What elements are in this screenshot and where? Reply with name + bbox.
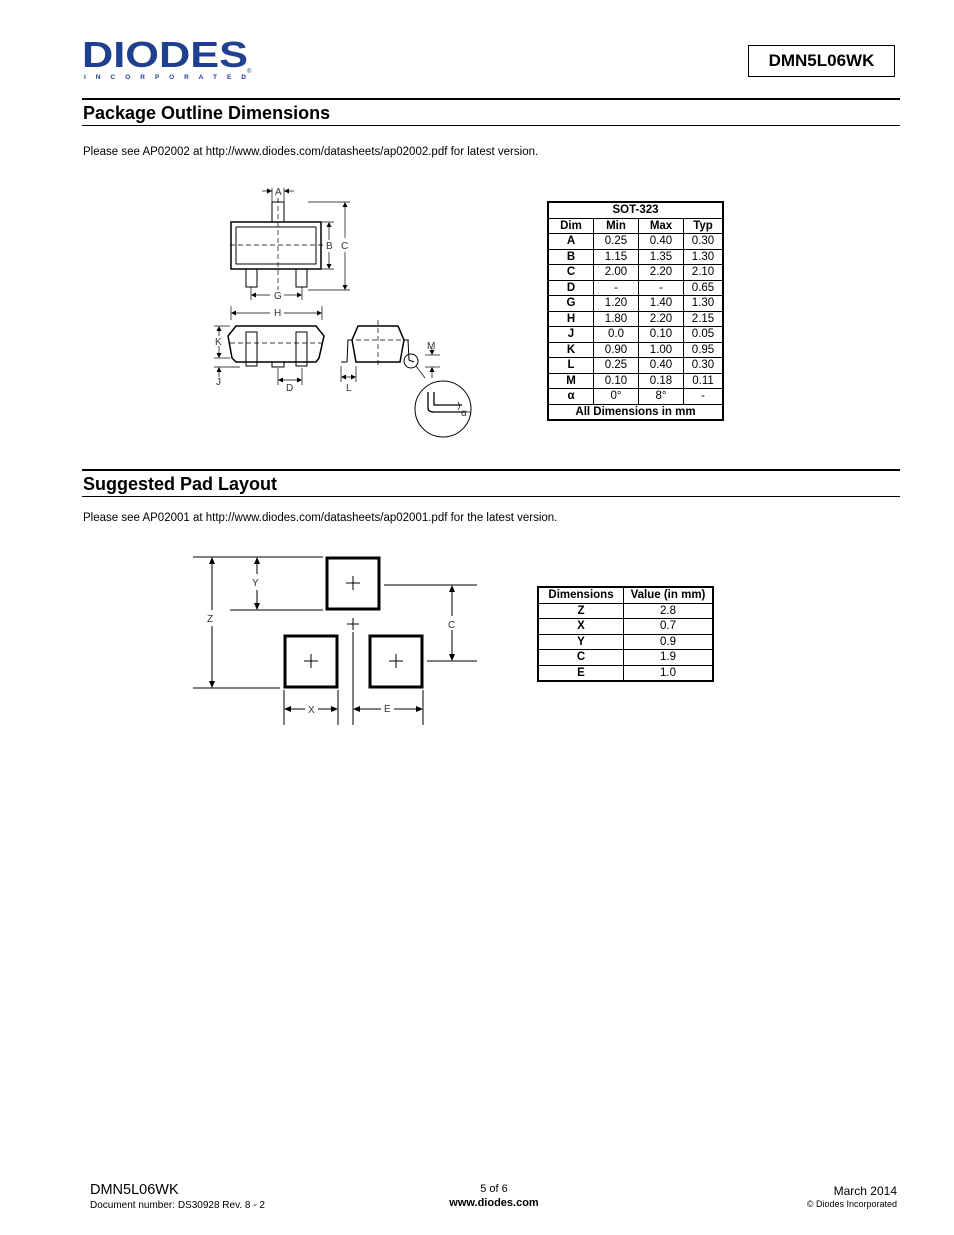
- footer-website: www.diodes.com: [449, 1197, 539, 1209]
- table-row: [548, 280, 723, 296]
- pad-label-Z: Z: [207, 614, 214, 625]
- dim-label-D: D: [286, 383, 294, 394]
- value-cell: 0.9: [624, 634, 714, 650]
- footer-copyright: © Diodes Incorporated: [806, 1199, 897, 1209]
- table-row: [548, 342, 723, 358]
- col-header: Value (in mm): [624, 587, 714, 603]
- package-outline-drawing: [200, 180, 490, 442]
- value-cell: 0.65: [684, 280, 724, 296]
- dim-cell: B: [548, 249, 594, 265]
- value-cell: -: [639, 280, 684, 296]
- pad-label-E: E: [384, 704, 391, 715]
- footer-date: March 2014: [833, 1184, 897, 1198]
- value-cell: 1.35: [639, 249, 684, 265]
- value-cell: 0.30: [684, 358, 724, 374]
- registered-mark: ®: [247, 69, 252, 75]
- value-cell: 2.20: [639, 265, 684, 281]
- dim-label-K: K: [215, 337, 222, 348]
- value-cell: 8°: [639, 389, 684, 405]
- footer-page-number: 5 of 6: [480, 1183, 508, 1195]
- table-row: [548, 265, 723, 281]
- value-cell: 0.0: [594, 327, 639, 343]
- value-cell: 2.20: [639, 311, 684, 327]
- pad-label-C: C: [448, 620, 456, 631]
- dim-cell: L: [548, 358, 594, 374]
- dim-cell: C: [538, 650, 624, 666]
- section-rule-top: [82, 98, 900, 100]
- value-cell: 2.15: [684, 311, 724, 327]
- dim-cell: α: [548, 389, 594, 405]
- value-cell: 0.18: [639, 373, 684, 389]
- value-cell: 2.8: [624, 603, 714, 619]
- table-row: [548, 358, 723, 374]
- outline-note: Please see AP02002 at http://www.diodes.com/datasheets/ap02002.pdf for latest version.: [83, 146, 539, 158]
- table-row: [548, 249, 723, 265]
- value-cell: 1.20: [594, 296, 639, 312]
- col-header: Max: [639, 218, 684, 234]
- table-row: [538, 650, 713, 666]
- col-header: Min: [594, 218, 639, 234]
- dim-cell: G: [548, 296, 594, 312]
- value-cell: -: [594, 280, 639, 296]
- table-row: [548, 389, 723, 405]
- pad-layout-drawing: [190, 550, 485, 730]
- value-cell: 1.80: [594, 311, 639, 327]
- value-cell: 2.10: [684, 265, 724, 281]
- value-cell: 1.15: [594, 249, 639, 265]
- dim-label-J: J: [216, 377, 221, 388]
- part-number: DMN5L06WK: [768, 51, 875, 70]
- value-cell: 1.00: [639, 342, 684, 358]
- part-number-box: [748, 45, 895, 77]
- value-cell: 0.40: [639, 358, 684, 374]
- value-cell: 1.9: [624, 650, 714, 666]
- section-rule-bottom: [82, 125, 900, 126]
- table-row: [548, 327, 723, 343]
- dim-cell: J: [548, 327, 594, 343]
- value-cell: 1.30: [684, 296, 724, 312]
- dim-cell: Y: [538, 634, 624, 650]
- dim-cell: E: [538, 665, 624, 681]
- dim-label-B: B: [326, 241, 333, 252]
- outline-section-title: Package Outline Dimensions: [83, 103, 331, 123]
- pad-dimension-table: [537, 586, 714, 682]
- value-cell: -: [684, 389, 724, 405]
- dim-cell: M: [548, 373, 594, 389]
- value-cell: 0.25: [594, 358, 639, 374]
- value-cell: 1.0: [624, 665, 714, 681]
- col-header: Dim: [548, 218, 594, 234]
- pad-label-X: X: [308, 705, 315, 716]
- table-row: [538, 619, 713, 635]
- dim-cell: C: [548, 265, 594, 281]
- value-cell: 0.10: [639, 327, 684, 343]
- value-cell: 2.00: [594, 265, 639, 281]
- section-rule-top: [82, 469, 900, 471]
- pad-label-Y: Y: [252, 578, 259, 589]
- dim-cell: A: [548, 234, 594, 250]
- table-row: [538, 634, 713, 650]
- value-cell: 0.30: [684, 234, 724, 250]
- dim-cell: X: [538, 619, 624, 635]
- value-cell: 0.7: [624, 619, 714, 635]
- dim-label-alpha: α: [461, 408, 467, 419]
- value-cell: 1.40: [639, 296, 684, 312]
- logo-wordmark: DIODES: [82, 37, 248, 75]
- col-header: Typ: [684, 218, 724, 234]
- dim-cell: D: [548, 280, 594, 296]
- table-row: [538, 665, 713, 681]
- table-title: SOT-323: [548, 202, 723, 218]
- dim-label-C: C: [341, 241, 349, 252]
- pad-section-title: Suggested Pad Layout: [83, 474, 278, 494]
- footer-part-number: DMN5L06WK: [90, 1182, 179, 1198]
- logo-subtext: I N C O R P O R A T E D: [84, 74, 247, 81]
- table-row: [548, 234, 723, 250]
- table-row: [548, 373, 723, 389]
- table-row: [538, 603, 713, 619]
- table-footer: All Dimensions in mm: [548, 404, 723, 420]
- value-cell: 0.40: [639, 234, 684, 250]
- value-cell: 0.11: [684, 373, 724, 389]
- dim-cell: H: [548, 311, 594, 327]
- pad-note: Please see AP02001 at http://www.diodes.com/datasheets/ap02001.pdf for the latest version.: [83, 512, 558, 524]
- value-cell: 0.90: [594, 342, 639, 358]
- dim-label-L: L: [346, 383, 352, 394]
- section-rule-bottom: [82, 496, 900, 497]
- footer-document-number: Document number: DS30928 Rev. 8 - 2: [90, 1200, 265, 1211]
- diodes-logo: [82, 37, 254, 83]
- dim-cell: Z: [538, 603, 624, 619]
- value-cell: 0.25: [594, 234, 639, 250]
- dim-cell: K: [548, 342, 594, 358]
- value-cell: 0°: [594, 389, 639, 405]
- table-row: [548, 311, 723, 327]
- sot323-dimension-table: [547, 201, 724, 421]
- dim-label-H: H: [274, 308, 282, 319]
- dim-label-A: A: [275, 187, 282, 198]
- value-cell: 0.10: [594, 373, 639, 389]
- value-cell: 0.95: [684, 342, 724, 358]
- table-row: [548, 296, 723, 312]
- value-cell: 0.05: [684, 327, 724, 343]
- col-header: Dimensions: [538, 587, 624, 603]
- dim-label-M: M: [427, 341, 436, 352]
- dim-label-G: G: [274, 291, 282, 302]
- value-cell: 1.30: [684, 249, 724, 265]
